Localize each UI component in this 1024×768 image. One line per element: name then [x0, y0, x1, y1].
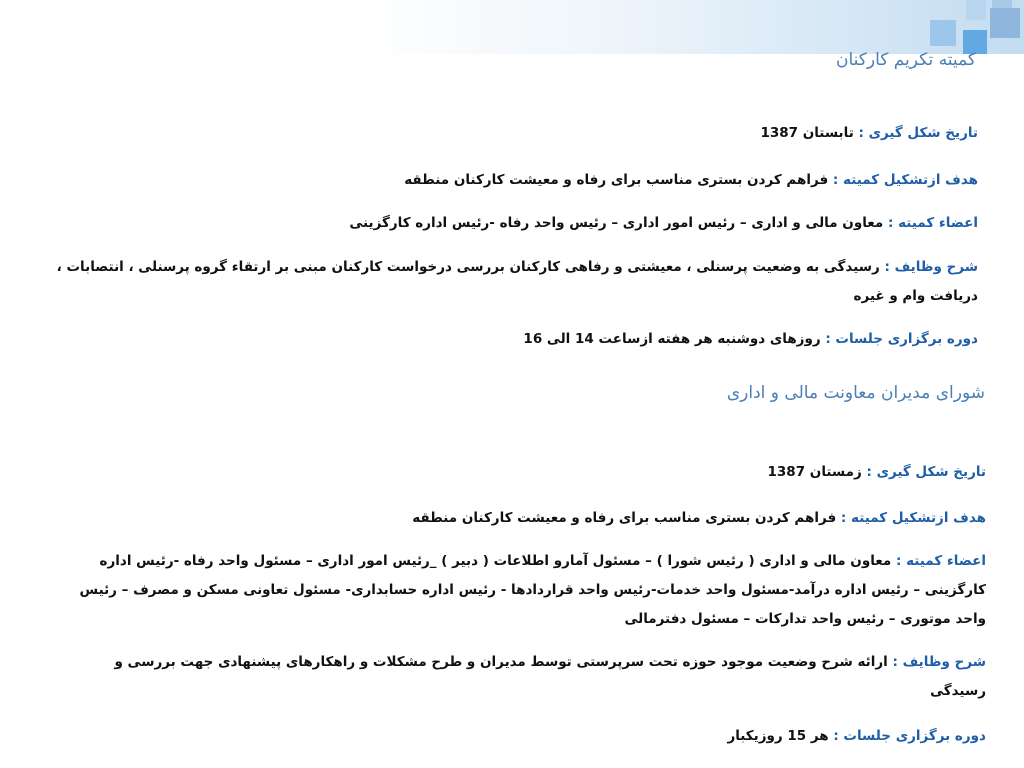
committee2-formation [86, 458, 986, 487]
members-label: اعضاء کمیته : [895, 553, 986, 569]
purpose-label: هدف ازتشکیل کمیته : [840, 510, 986, 526]
decor-square [990, 8, 1020, 38]
sessions-label: دوره برگزاری جلسات : [825, 331, 978, 347]
sessions-label: دوره برگزاری جلسات : [833, 728, 986, 744]
sessions-value: هر 15 روزیکبار [727, 728, 829, 744]
duties-label: شرح وظایف : [884, 259, 978, 275]
members-value: معاون مالی و اداری – رئیس امور اداری – رئیس واحد رفاه -رئیس اداره کارگزینی [349, 215, 884, 231]
header-band [0, 0, 1024, 54]
duties-label: شرح وظایف : [892, 654, 986, 670]
committee2-sessions [86, 722, 986, 751]
committee2-members [51, 547, 986, 634]
duties-value: ارائه شرح وضعیت موجود حوزه تحت سرپرستی توسط مدیران و طرح مشکلات و راهکارهای پیشنهادی جهت بررسی و رسیدگی [114, 654, 986, 699]
decor-square [966, 0, 986, 20]
members-value: معاون مالی و اداری ( رئیس شورا ) – مسئول آمارو اطلاعات ( دبیر ) _رئیس امور اداری – مسئول واحد رفاه -رئیس اداره کارگزینی – رئیس اداره درآمد-مسئول واحد خدمات-رئیس واحد قراردادها - رئیس اداره حسابداری- مسئول تعاونی مسکن و مصرف – رئیس واحد موتوری – رئیس واحد تدارکات – مسئول دفترمالی [79, 553, 986, 627]
formation-value: تابستان 1387 [760, 125, 854, 141]
committee2-purpose [86, 504, 986, 533]
committee1-formation [78, 119, 978, 148]
committee2-title: شورای مدیران معاونت مالی و اداری [726, 383, 985, 403]
duties-value: رسیدگی به وضعیت پرسنلی ، معیشتی و رفاهی کارکنان بررسی درخواست کارکنان مبنی بر ارتقاء گروه پرسنلی ، انتصابات ، دریافت وام و غیره [56, 259, 978, 304]
sessions-value: روزهای دوشنبه هر هفته ازساعت 14 الی 16 [523, 331, 821, 347]
committee1-title: کمیته تکریم کارکنان [835, 50, 976, 70]
formation-label: تاریخ شکل گیری : [866, 464, 986, 480]
purpose-label: هدف ازتشکیل کمیته : [832, 172, 978, 188]
purpose-value: فراهم کردن بستری مناسب برای رفاه و معیشت کارکنان منطقه [412, 510, 837, 526]
committee1-duties [48, 253, 978, 311]
members-label: اعضاء کمیته : [887, 215, 978, 231]
committee1-purpose [78, 166, 978, 195]
decor-square [992, 0, 1012, 8]
purpose-value: فراهم کردن بستری مناسب برای رفاه و معیشت کارکنان منطقه [404, 172, 829, 188]
committee1-members [78, 209, 978, 238]
formation-label: تاریخ شکل گیری : [858, 125, 978, 141]
decor-square [930, 20, 956, 46]
committee1-sessions [78, 325, 978, 354]
formation-value: زمستان 1387 [767, 464, 862, 480]
committee2-duties [71, 648, 986, 706]
